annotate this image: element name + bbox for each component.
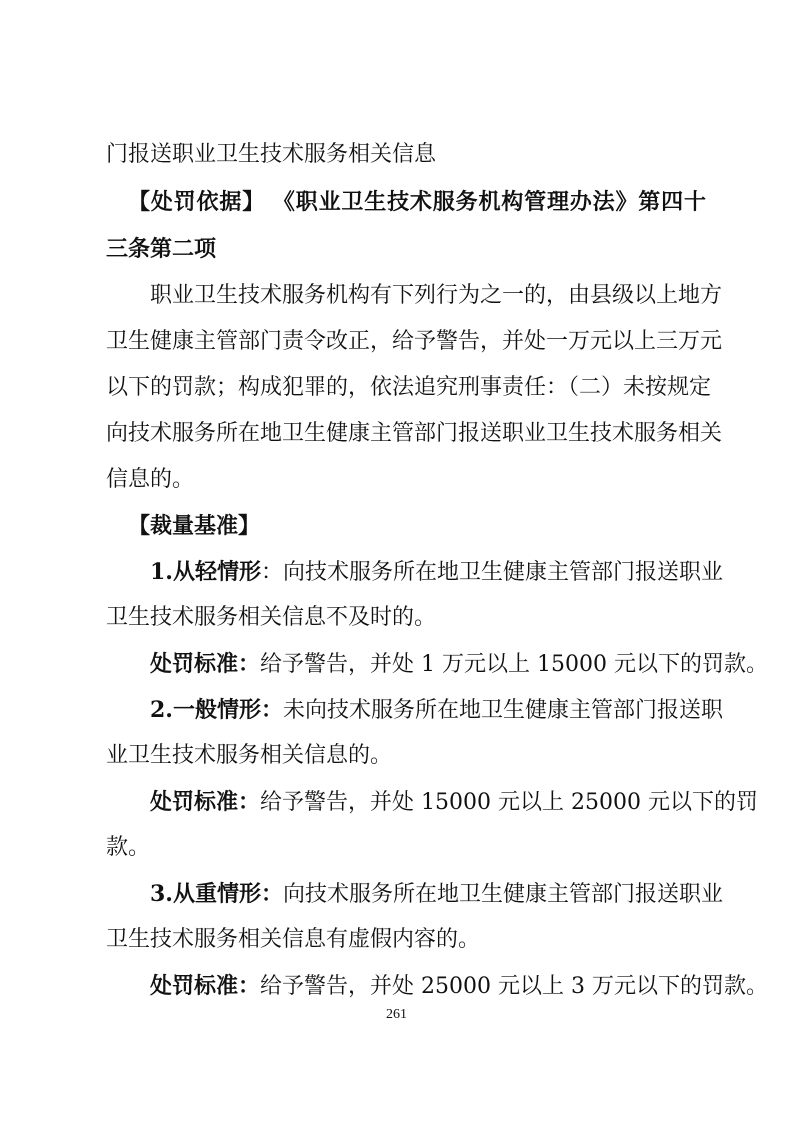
lenient-penalty-line [150,644,768,684]
general-case-text: 未向技术服务所在地卫生健康主管部门报送职 [282,698,723,723]
text-line-18 [106,920,706,960]
heading-text: 【裁量基准】 [128,513,261,539]
penalty-basis-heading: 【处罚依据】 [128,189,266,215]
text-line-16 [106,828,706,868]
line-text: 三条第二项 [106,236,217,262]
lenient-case-line [150,552,723,592]
severe-case-line [150,874,723,914]
lenient-case-text: ：向技术服务所在地卫生健康主管部门报送职业 [260,560,723,585]
text-line-3 [106,229,706,269]
text-line-1 [106,135,706,175]
severe-case-label: 3.从重情形： [150,881,283,907]
penalty-basis-line [128,182,706,222]
line-text: 卫生技术服务相关信息不及时的。 [106,605,437,630]
line-text: 信息的。 [106,467,195,492]
penalty-standard-text: 给予警告，并处 25000 元以上 3 万元以下的罚款。 [260,974,768,999]
lenient-case-label: 1.从轻情形 [150,559,261,585]
text-line-11 [106,598,706,638]
line-text: 职业卫生技术服务机构有下列行为之一的，由县级以上地方 [150,283,723,308]
general-penalty-line [150,782,758,822]
line-text: 卫生技术服务相关信息有虚假内容的。 [106,927,481,952]
penalty-basis-regulation: 《职业卫生技术服务机构管理办法》第四十 [272,189,706,215]
text-line-6 [106,368,712,408]
page-number: 261 [386,1007,407,1022]
severe-penalty-line [150,966,768,1006]
severe-case-text: 向技术服务所在地卫生健康主管部门报送职业 [282,882,723,907]
penalty-standard-label: 处罚标准： [150,973,261,999]
text-line-8 [106,460,706,500]
text-line-4 [150,276,723,316]
text-line-5 [106,322,723,362]
text-line-14 [106,736,706,776]
line-text: 业卫生技术服务相关信息的。 [106,743,393,768]
penalty-standard-text: 给予警告，并处 15000 元以上 25000 元以下的罚 [260,790,758,815]
penalty-standard-label: 处罚标准： [150,789,261,815]
line-text: 以下的罚款；构成犯罪的，依法追究刑事责任：（二）未按规定 [106,375,712,400]
line-text: 向技术服务所在地卫生健康主管部门报送职业卫生技术服务相关 [106,421,723,446]
line-text: 款。 [106,835,151,860]
line-text: 卫生健康主管部门责令改正，给予警告，并处一万元以上三万元 [106,329,723,354]
line-text: 门报送职业卫生技术服务相关信息 [106,142,437,167]
penalty-standard-text: 给予警告，并处 1 万元以上 15000 元以下的罚款。 [260,652,768,677]
penalty-standard-label: 处罚标准： [150,651,261,677]
discretion-standard-heading [128,506,706,546]
general-case-line [150,690,723,730]
text-line-7 [106,414,723,454]
general-case-label: 2.一般情形： [150,697,283,723]
